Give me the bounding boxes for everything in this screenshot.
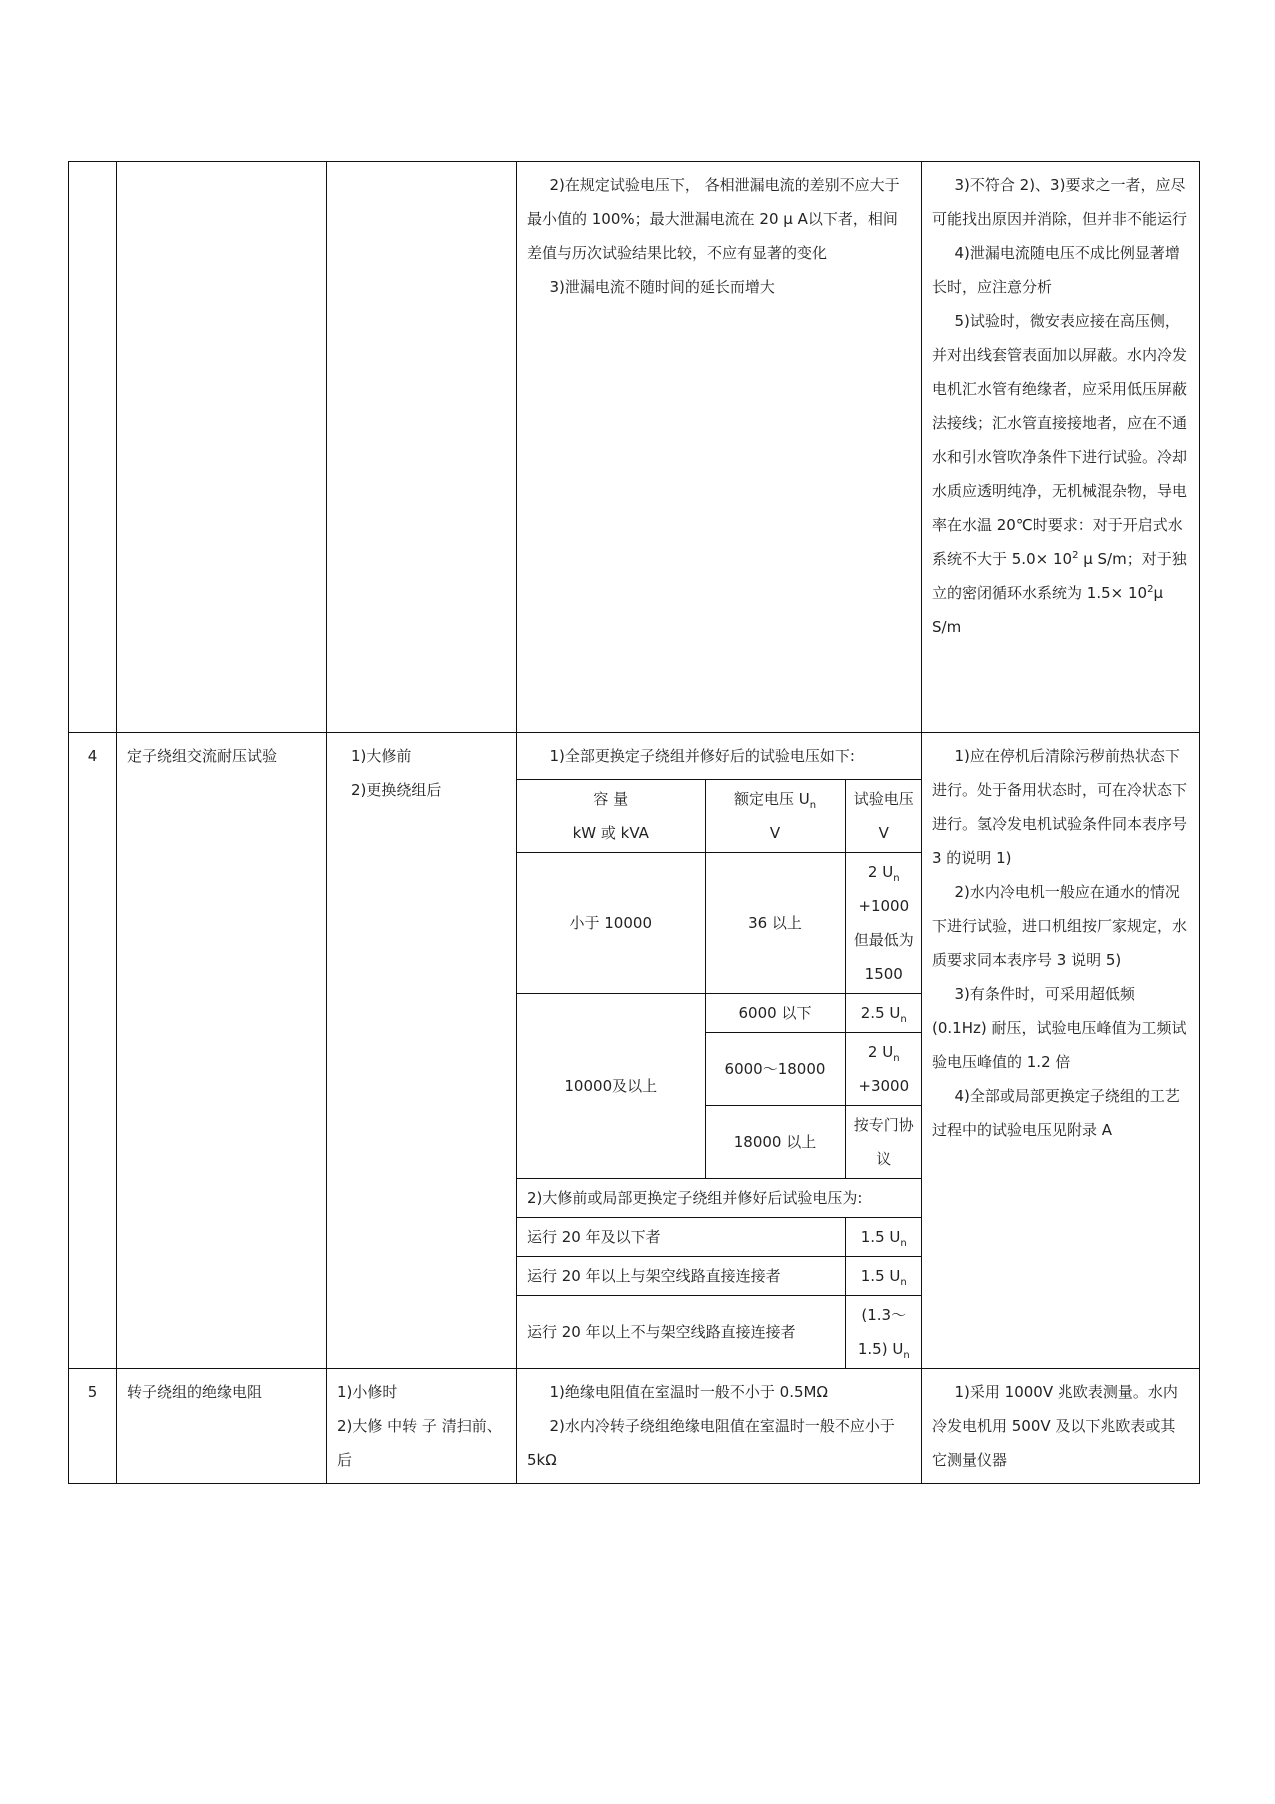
capacity-value: 10000及以上 xyxy=(517,994,705,1179)
test-table xyxy=(68,161,1199,1484)
test-voltage-value: 1.5 $U_n$ xyxy=(845,1257,922,1296)
req2-intro-row xyxy=(517,1179,922,1218)
test-voltage-value: 2 $U_n +1000$ 但最低为 1500 xyxy=(845,853,922,994)
period-text: 2)更换绕组后 xyxy=(351,781,442,799)
cell-requirement xyxy=(517,733,922,1369)
header-rated-voltage: 额定电压 $U_n$ V xyxy=(705,780,845,853)
voltage-table-row xyxy=(517,994,922,1033)
header-capacity: 容 量 kW 或 kVA xyxy=(517,780,705,853)
test-voltage-value: (1.3～ 1.5) $U_n$ xyxy=(845,1296,922,1369)
cell-requirement xyxy=(517,1369,922,1484)
req-text: 2)大修前或局部更换定子绕组并修好后试验电压为: xyxy=(517,1179,922,1218)
row-number: 5 xyxy=(69,1369,117,1484)
req-text: 2)在规定试验电压下， 各相泄漏电流的差别不应大于最小值的 100%；最大泄漏电流在 20 μ A以下者，相间差值与历次试验结果比较，不应有显著的变化 xyxy=(527,176,900,262)
note-text: 1)应在停机后清除污秽前热状态下进行。处于备用状态时，可在冷状态下进行。氢冷发电机试验条件同本表序号 3 的说明 1) xyxy=(932,747,1188,867)
period-text: 2)大修 中转 子 清扫前、后 xyxy=(337,1417,502,1469)
table-row-5 xyxy=(69,1369,1200,1484)
note-text: 4)泄漏电流随电压不成比例显著增长时，应注意分析 xyxy=(932,244,1180,296)
condition-text: 运行 20 年及以下者 xyxy=(517,1218,845,1257)
req-text: 1)绝缘电阻值在室温时一般不小于 0.5MΩ xyxy=(549,1383,828,1401)
cell-period xyxy=(327,1369,517,1484)
test-voltage-value: 2.5 $U_n$ xyxy=(845,994,922,1033)
rated-voltage-value: 6000～18000 xyxy=(705,1033,845,1106)
condition-text: 运行 20 年以上与架空线路直接连接者 xyxy=(517,1257,845,1296)
condition-text: 运行 20 年以上不与架空线路直接连接者 xyxy=(517,1296,845,1369)
test-voltage-value: 2 $U_n +3000$ xyxy=(845,1033,922,1106)
note-text: 3)有条件时，可采用超低频 (0.1Hz) 耐压，试验电压峰值为工频试验电压峰值的 1.2 倍 xyxy=(932,985,1187,1071)
cell-note xyxy=(922,733,1200,1369)
table-row-continued xyxy=(69,162,1200,733)
period-text: 1)大修前 xyxy=(351,747,412,765)
cell-note xyxy=(922,1369,1200,1484)
note-text: 5)试验时，微安表应接在高压侧，并对出线套管表面加以屏蔽。水内冷发电机汇水管有绝缘者，应采用低压屏蔽法接线；汇水管直接接地者，应在不通水和引水管吹净条件下进行试验。冷却水质应透明纯净，无机械混杂物，导电率在水温 20℃时要求：对于开启式水系统不大于 $5.0\times 10^2$ μ S/m；对于独立的密闭循环水系统为 $1.5\times 10^2\mu$ S/m xyxy=(932,312,1188,636)
test-voltage-value: 按专门协议 xyxy=(845,1106,922,1179)
req-text: 1)全部更换定子绕组并修好后的试验电压如下: xyxy=(549,747,855,765)
voltage-table xyxy=(517,779,922,1368)
voltage-table-row xyxy=(517,853,922,994)
row-number: 4 xyxy=(69,733,117,1369)
req-text: 2)水内冷转子绕组绝缘电阻值在室温时一般不应小于 5kΩ xyxy=(527,1417,895,1469)
cell-note xyxy=(922,162,1200,733)
item-name: 转子绕组的绝缘电阻 xyxy=(117,1369,327,1484)
voltage-table-header xyxy=(517,780,922,853)
overhaul-voltage-row xyxy=(517,1296,922,1369)
capacity-value: 小于 10000 xyxy=(517,853,705,994)
period-text: 1)小修时 xyxy=(337,1383,398,1401)
cell-item xyxy=(117,162,327,733)
cell-no xyxy=(69,162,117,733)
cell-requirement xyxy=(517,162,922,733)
rated-voltage-value: 18000 以上 xyxy=(705,1106,845,1179)
note-text: 2)水内冷电机一般应在通水的情况下进行试验，进口机组按厂家规定，水质要求同本表序号 3 说明 5) xyxy=(932,883,1188,969)
main-table xyxy=(68,161,1200,1484)
cell-period xyxy=(327,162,517,733)
item-name: 定子绕组交流耐压试验 xyxy=(117,733,327,1369)
note-text: 4)全部或局部更换定子绕组的工艺过程中的试验电压见附录 A xyxy=(932,1087,1180,1139)
rated-voltage-value: 36 以上 xyxy=(705,853,845,994)
header-test-voltage: 试验电压 V xyxy=(845,780,922,853)
overhaul-voltage-row xyxy=(517,1257,922,1296)
note-text: 1)采用 1000V 兆欧表测量。水内冷发电机用 500V 及以下兆欧表或其它测量仪器 xyxy=(932,1383,1178,1469)
table-row-4 xyxy=(69,733,1200,1369)
cell-period xyxy=(327,733,517,1369)
req-text: 3)泄漏电流不随时间的延长而增大 xyxy=(549,278,775,296)
rated-voltage-value: 6000 以下 xyxy=(705,994,845,1033)
test-voltage-value: 1.5 $U_n$ xyxy=(845,1218,922,1257)
overhaul-voltage-row xyxy=(517,1218,922,1257)
note-text: 3)不符合 2)、3)要求之一者，应尽可能找出原因并消除，但并非不能运行 xyxy=(932,176,1188,228)
